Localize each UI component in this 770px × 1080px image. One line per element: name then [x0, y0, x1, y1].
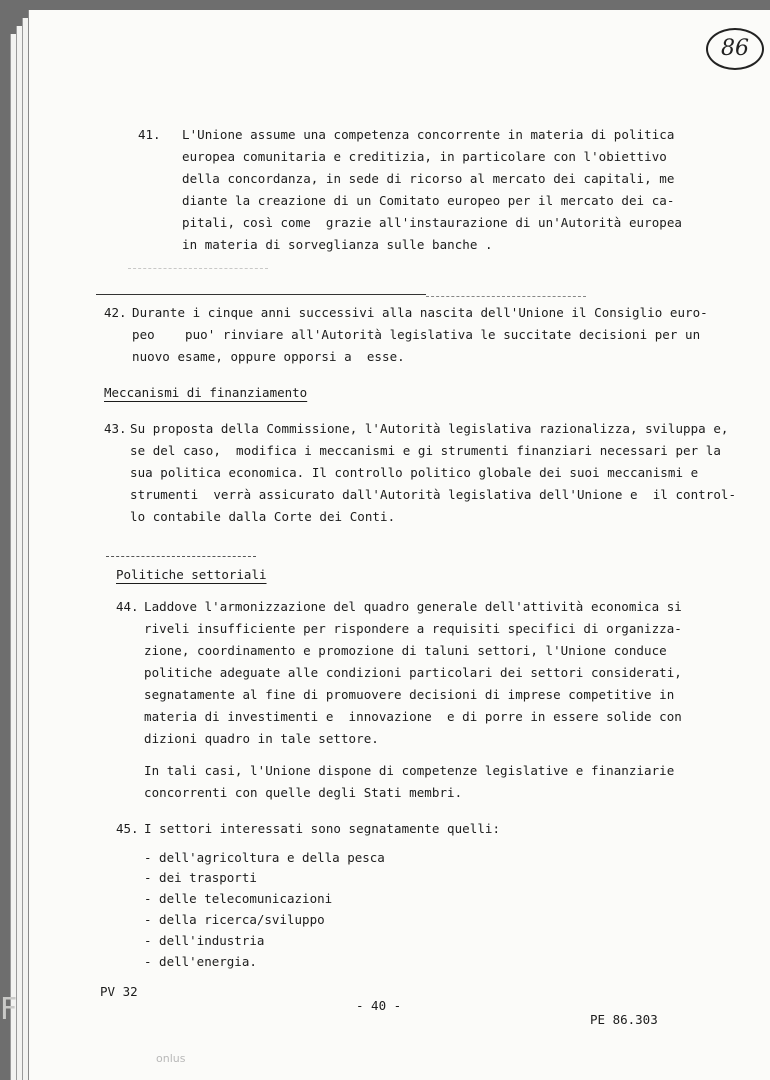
item-42-line: Durante i cinque anni successivi alla nascita dell'Unione il Consiglio euro-: [132, 305, 708, 320]
item-44-extra-line: concorrenti con quelle degli Stati membri.: [144, 785, 463, 800]
item-41-line: della concordanza, in sede di ricorso al mercato dei capitali, me: [182, 171, 675, 186]
item-43-line: lo contabile dalla Corte dei Conti.: [130, 509, 396, 524]
list-item: - dell'energia.: [144, 954, 257, 969]
footer-left: PV 32: [100, 984, 138, 999]
item-45-number: 45.: [116, 821, 139, 836]
scan-artifact: [128, 268, 268, 269]
item-44-line: dizioni quadro in tale settore.: [144, 731, 379, 746]
watermark-text: onlus: [156, 1052, 186, 1065]
separator-line: [426, 296, 586, 297]
item-44-line: materia di investimenti e innovazione e di porre in essere solide con: [144, 709, 682, 724]
item-44-line: segnatamente al fine di promuovere decisioni di imprese competitive in: [144, 687, 675, 702]
item-42-number: 42.: [104, 305, 127, 320]
footer-page-number: - 40 -: [356, 998, 402, 1013]
item-42-line: peo puo' rinviare all'Autorità legislativa le succitate decisioni per un: [132, 327, 701, 342]
section-heading-financing: Meccanismi di finanziamento: [104, 385, 308, 400]
item-43-line: strumenti verrà assicurato dall'Autorità legislativa dell'Unione e il control-: [130, 487, 737, 502]
item-43-line: sua politica economica. Il controllo politico globale dei suoi meccanismi e: [130, 465, 699, 480]
item-41-number: 41.: [138, 127, 161, 142]
item-44-line: Laddove l'armonizzazione del quadro generale dell'attività economica si: [144, 599, 682, 614]
separator-line: [96, 294, 426, 295]
item-43-line: Su proposta della Commissione, l'Autorità legislativa razionalizza, sviluppa e,: [130, 421, 729, 436]
item-41-line: pitali, così come grazie all'instaurazione di un'Autorità europea: [182, 215, 682, 230]
handwritten-page-number: 86: [706, 28, 764, 70]
separator-line: [106, 556, 256, 557]
item-44-line: zione, coordinamento e promozione di taluni settori, l'Unione conduce: [144, 643, 667, 658]
list-item: - dei trasporti: [144, 870, 257, 885]
item-45-intro: I settori interessati sono segnatamente quelli:: [144, 821, 501, 836]
section-heading-sectoral: Politiche settoriali: [116, 567, 267, 582]
watermark-logo: F: [0, 992, 18, 1027]
item-41-line: L'Unione assume una competenza concorrente in materia di politica: [182, 127, 675, 142]
item-44-line: politiche adeguate alle condizioni particolari dei settori considerati,: [144, 665, 682, 680]
item-43-line: se del caso, modifica i meccanismi e gi strumenti finanziari necessari per la: [130, 443, 721, 458]
list-item: - dell'industria: [144, 933, 265, 948]
list-item: - della ricerca/sviluppo: [144, 912, 325, 927]
item-41-line: diante la creazione di un Comitato europeo per il mercato dei ca-: [182, 193, 675, 208]
list-item: - dell'agricoltura e della pesca: [144, 850, 385, 865]
item-41-line: in materia di sorveglianza sulle banche .: [182, 237, 493, 252]
footer-document-ref: PE 86.303: [590, 1012, 658, 1027]
item-44-number: 44.: [116, 599, 139, 614]
item-44-extra-line: In tali casi, l'Unione dispone di competenze legislative e finanziarie: [144, 763, 675, 778]
item-42-line: nuovo esame, oppure opporsi a esse.: [132, 349, 405, 364]
list-item: - delle telecomunicazioni: [144, 891, 333, 906]
item-43-number: 43.: [104, 421, 127, 436]
item-44-line: riveli insufficiente per rispondere a requisiti specifici di organizza-: [144, 621, 682, 636]
item-41-line: europea comunitaria e creditizia, in particolare con l'obiettivo: [182, 149, 667, 164]
